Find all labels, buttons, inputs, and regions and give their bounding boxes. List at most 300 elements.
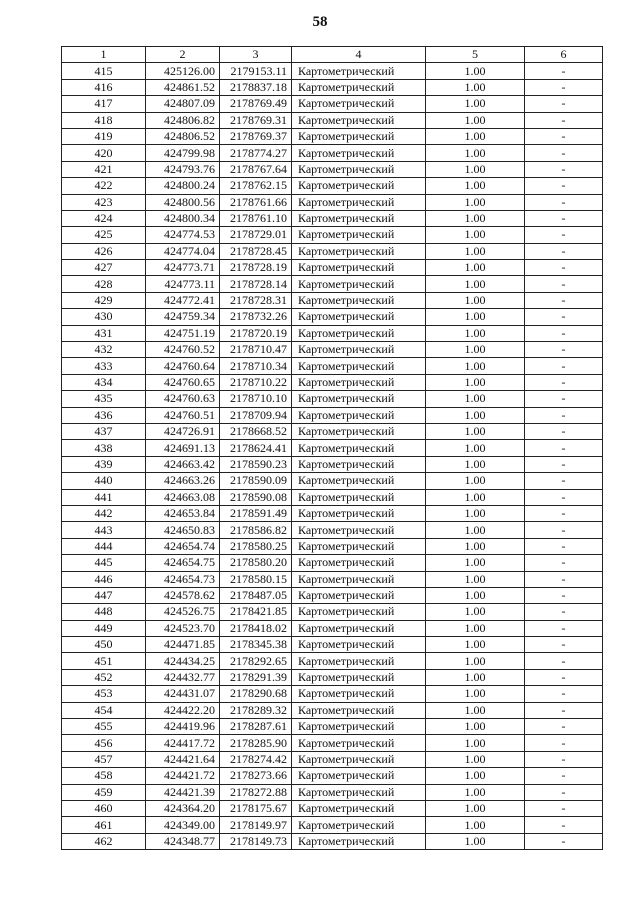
note-cell: - bbox=[525, 653, 603, 669]
point-number-cell: 444 bbox=[62, 538, 146, 554]
accuracy-cell: 1.00 bbox=[426, 751, 525, 767]
accuracy-cell: 1.00 bbox=[426, 423, 525, 439]
point-number-cell: 443 bbox=[62, 522, 146, 538]
accuracy-cell: 1.00 bbox=[426, 489, 525, 505]
x-coordinate-cell: 424773.11 bbox=[146, 276, 220, 292]
accuracy-cell: 1.00 bbox=[426, 604, 525, 620]
method-cell: Картометрический bbox=[292, 342, 426, 358]
point-number-cell: 448 bbox=[62, 604, 146, 620]
table-row bbox=[62, 489, 603, 505]
point-number-cell: 453 bbox=[62, 686, 146, 702]
table-row bbox=[62, 112, 603, 128]
x-coordinate-cell: 424800.56 bbox=[146, 194, 220, 210]
x-coordinate-cell: 424653.84 bbox=[146, 505, 220, 521]
point-number-cell: 442 bbox=[62, 505, 146, 521]
y-coordinate-cell: 2178710.47 bbox=[220, 342, 292, 358]
x-coordinate-cell: 424726.91 bbox=[146, 423, 220, 439]
x-coordinate-cell: 424760.51 bbox=[146, 407, 220, 423]
table-row bbox=[62, 96, 603, 112]
x-coordinate-cell: 424578.62 bbox=[146, 587, 220, 603]
note-cell: - bbox=[525, 620, 603, 636]
accuracy-cell: 1.00 bbox=[426, 587, 525, 603]
table-row bbox=[62, 686, 603, 702]
note-cell: - bbox=[525, 407, 603, 423]
table-row bbox=[62, 391, 603, 407]
y-coordinate-cell: 2178487.05 bbox=[220, 587, 292, 603]
column-header: 6 bbox=[525, 47, 603, 63]
x-coordinate-cell: 424751.19 bbox=[146, 325, 220, 341]
table-row bbox=[62, 292, 603, 308]
accuracy-cell: 1.00 bbox=[426, 784, 525, 800]
table-row bbox=[62, 374, 603, 390]
y-coordinate-cell: 2178287.61 bbox=[220, 719, 292, 735]
note-cell: - bbox=[525, 374, 603, 390]
accuracy-cell: 1.00 bbox=[426, 374, 525, 390]
x-coordinate-cell: 424348.77 bbox=[146, 833, 220, 849]
y-coordinate-cell: 2178590.23 bbox=[220, 456, 292, 472]
table-row bbox=[62, 555, 603, 571]
y-coordinate-cell: 2178774.27 bbox=[220, 145, 292, 161]
table-row bbox=[62, 505, 603, 521]
note-cell: - bbox=[525, 210, 603, 226]
table-row bbox=[62, 276, 603, 292]
page-number: 58 bbox=[312, 14, 328, 30]
table-row bbox=[62, 407, 603, 423]
method-cell: Картометрический bbox=[292, 751, 426, 767]
x-coordinate-cell: 424434.25 bbox=[146, 653, 220, 669]
y-coordinate-cell: 2178591.49 bbox=[220, 505, 292, 521]
accuracy-cell: 1.00 bbox=[426, 702, 525, 718]
method-cell: Картометрический bbox=[292, 456, 426, 472]
accuracy-cell: 1.00 bbox=[426, 145, 525, 161]
point-number-cell: 441 bbox=[62, 489, 146, 505]
accuracy-cell: 1.00 bbox=[426, 342, 525, 358]
accuracy-cell: 1.00 bbox=[426, 686, 525, 702]
table-row bbox=[62, 719, 603, 735]
accuracy-cell: 1.00 bbox=[426, 522, 525, 538]
point-number-cell: 427 bbox=[62, 260, 146, 276]
y-coordinate-cell: 2178732.26 bbox=[220, 309, 292, 325]
method-cell: Картометрический bbox=[292, 440, 426, 456]
note-cell: - bbox=[525, 473, 603, 489]
y-coordinate-cell: 2178729.01 bbox=[220, 227, 292, 243]
note-cell: - bbox=[525, 440, 603, 456]
method-cell: Картометрический bbox=[292, 276, 426, 292]
accuracy-cell: 1.00 bbox=[426, 309, 525, 325]
y-coordinate-cell: 2178769.31 bbox=[220, 112, 292, 128]
x-coordinate-cell: 424760.52 bbox=[146, 342, 220, 358]
method-cell: Картометрический bbox=[292, 96, 426, 112]
point-number-cell: 432 bbox=[62, 342, 146, 358]
x-coordinate-cell: 424364.20 bbox=[146, 800, 220, 816]
y-coordinate-cell: 2178274.42 bbox=[220, 751, 292, 767]
x-coordinate-cell: 424759.34 bbox=[146, 309, 220, 325]
method-cell: Картометрический bbox=[292, 817, 426, 833]
column-header: 3 bbox=[220, 47, 292, 63]
note-cell: - bbox=[525, 686, 603, 702]
point-number-cell: 431 bbox=[62, 325, 146, 341]
accuracy-cell: 1.00 bbox=[426, 653, 525, 669]
x-coordinate-cell: 424650.83 bbox=[146, 522, 220, 538]
accuracy-cell: 1.00 bbox=[426, 440, 525, 456]
table-row bbox=[62, 358, 603, 374]
method-cell: Картометрический bbox=[292, 489, 426, 505]
table-row bbox=[62, 751, 603, 767]
x-coordinate-cell: 424760.63 bbox=[146, 391, 220, 407]
accuracy-cell: 1.00 bbox=[426, 96, 525, 112]
point-number-cell: 461 bbox=[62, 817, 146, 833]
y-coordinate-cell: 2178720.19 bbox=[220, 325, 292, 341]
note-cell: - bbox=[525, 292, 603, 308]
coordinates-table bbox=[61, 46, 603, 850]
point-number-cell: 454 bbox=[62, 702, 146, 718]
note-cell: - bbox=[525, 423, 603, 439]
table-row bbox=[62, 833, 603, 849]
point-number-cell: 451 bbox=[62, 653, 146, 669]
accuracy-cell: 1.00 bbox=[426, 833, 525, 849]
table-row bbox=[62, 423, 603, 439]
table-row bbox=[62, 604, 603, 620]
note-cell: - bbox=[525, 587, 603, 603]
note-cell: - bbox=[525, 161, 603, 177]
note-cell: - bbox=[525, 309, 603, 325]
accuracy-cell: 1.00 bbox=[426, 637, 525, 653]
method-cell: Картометрический bbox=[292, 358, 426, 374]
x-coordinate-cell: 424663.42 bbox=[146, 456, 220, 472]
table-row bbox=[62, 637, 603, 653]
x-coordinate-cell: 424861.52 bbox=[146, 79, 220, 95]
note-cell: - bbox=[525, 702, 603, 718]
note-cell: - bbox=[525, 227, 603, 243]
method-cell: Картометрический bbox=[292, 145, 426, 161]
table-row bbox=[62, 440, 603, 456]
table-row bbox=[62, 784, 603, 800]
y-coordinate-cell: 2178421.85 bbox=[220, 604, 292, 620]
y-coordinate-cell: 2178418.02 bbox=[220, 620, 292, 636]
point-number-cell: 452 bbox=[62, 669, 146, 685]
point-number-cell: 434 bbox=[62, 374, 146, 390]
y-coordinate-cell: 2178728.31 bbox=[220, 292, 292, 308]
x-coordinate-cell: 424654.75 bbox=[146, 555, 220, 571]
y-coordinate-cell: 2178767.64 bbox=[220, 161, 292, 177]
accuracy-cell: 1.00 bbox=[426, 473, 525, 489]
x-coordinate-cell: 424774.04 bbox=[146, 243, 220, 259]
accuracy-cell: 1.00 bbox=[426, 260, 525, 276]
note-cell: - bbox=[525, 817, 603, 833]
x-coordinate-cell: 424654.74 bbox=[146, 538, 220, 554]
point-number-cell: 455 bbox=[62, 719, 146, 735]
method-cell: Картометрический bbox=[292, 243, 426, 259]
method-cell: Картометрический bbox=[292, 604, 426, 620]
point-number-cell: 433 bbox=[62, 358, 146, 374]
table-row bbox=[62, 702, 603, 718]
point-number-cell: 429 bbox=[62, 292, 146, 308]
point-number-cell: 447 bbox=[62, 587, 146, 603]
table-row bbox=[62, 620, 603, 636]
point-number-cell: 420 bbox=[62, 145, 146, 161]
x-coordinate-cell: 424773.71 bbox=[146, 260, 220, 276]
note-cell: - bbox=[525, 128, 603, 144]
column-header: 4 bbox=[292, 47, 426, 63]
method-cell: Картометрический bbox=[292, 292, 426, 308]
y-coordinate-cell: 2178624.41 bbox=[220, 440, 292, 456]
point-number-cell: 446 bbox=[62, 571, 146, 587]
point-number-cell: 423 bbox=[62, 194, 146, 210]
table-row bbox=[62, 128, 603, 144]
x-coordinate-cell: 424421.39 bbox=[146, 784, 220, 800]
accuracy-cell: 1.00 bbox=[426, 800, 525, 816]
table-row bbox=[62, 178, 603, 194]
x-coordinate-cell: 424774.53 bbox=[146, 227, 220, 243]
point-number-cell: 416 bbox=[62, 79, 146, 95]
table-row bbox=[62, 194, 603, 210]
table-row bbox=[62, 325, 603, 341]
column-header: 5 bbox=[426, 47, 525, 63]
note-cell: - bbox=[525, 751, 603, 767]
note-cell: - bbox=[525, 489, 603, 505]
table-row bbox=[62, 227, 603, 243]
accuracy-cell: 1.00 bbox=[426, 63, 525, 79]
method-cell: Картометрический bbox=[292, 309, 426, 325]
method-cell: Картометрический bbox=[292, 194, 426, 210]
y-coordinate-cell: 2178345.38 bbox=[220, 637, 292, 653]
point-number-cell: 419 bbox=[62, 128, 146, 144]
note-cell: - bbox=[525, 358, 603, 374]
y-coordinate-cell: 2178175.67 bbox=[220, 800, 292, 816]
x-coordinate-cell: 424799.98 bbox=[146, 145, 220, 161]
y-coordinate-cell: 2178769.49 bbox=[220, 96, 292, 112]
point-number-cell: 425 bbox=[62, 227, 146, 243]
point-number-cell: 438 bbox=[62, 440, 146, 456]
method-cell: Картометрический bbox=[292, 669, 426, 685]
accuracy-cell: 1.00 bbox=[426, 768, 525, 784]
x-coordinate-cell: 424421.72 bbox=[146, 768, 220, 784]
note-cell: - bbox=[525, 735, 603, 751]
note-cell: - bbox=[525, 63, 603, 79]
x-coordinate-cell: 424663.08 bbox=[146, 489, 220, 505]
table-row bbox=[62, 735, 603, 751]
x-coordinate-cell: 424431.07 bbox=[146, 686, 220, 702]
method-cell: Картометрический bbox=[292, 79, 426, 95]
point-number-cell: 459 bbox=[62, 784, 146, 800]
point-number-cell: 445 bbox=[62, 555, 146, 571]
note-cell: - bbox=[525, 669, 603, 685]
point-number-cell: 421 bbox=[62, 161, 146, 177]
note-cell: - bbox=[525, 719, 603, 735]
x-coordinate-cell: 424422.20 bbox=[146, 702, 220, 718]
accuracy-cell: 1.00 bbox=[426, 620, 525, 636]
point-number-cell: 457 bbox=[62, 751, 146, 767]
table-row bbox=[62, 800, 603, 816]
note-cell: - bbox=[525, 522, 603, 538]
x-coordinate-cell: 424471.85 bbox=[146, 637, 220, 653]
table-row bbox=[62, 210, 603, 226]
method-cell: Картометрический bbox=[292, 325, 426, 341]
note-cell: - bbox=[525, 768, 603, 784]
method-cell: Картометрический bbox=[292, 702, 426, 718]
method-cell: Картометрический bbox=[292, 784, 426, 800]
accuracy-cell: 1.00 bbox=[426, 128, 525, 144]
y-coordinate-cell: 2178837.18 bbox=[220, 79, 292, 95]
accuracy-cell: 1.00 bbox=[426, 817, 525, 833]
point-number-cell: 428 bbox=[62, 276, 146, 292]
method-cell: Картометрический bbox=[292, 522, 426, 538]
note-cell: - bbox=[525, 178, 603, 194]
x-coordinate-cell: 424432.77 bbox=[146, 669, 220, 685]
note-cell: - bbox=[525, 800, 603, 816]
table-row bbox=[62, 817, 603, 833]
table-row bbox=[62, 571, 603, 587]
y-coordinate-cell: 2178762.15 bbox=[220, 178, 292, 194]
method-cell: Картометрический bbox=[292, 505, 426, 521]
note-cell: - bbox=[525, 145, 603, 161]
accuracy-cell: 1.00 bbox=[426, 325, 525, 341]
y-coordinate-cell: 2178761.66 bbox=[220, 194, 292, 210]
y-coordinate-cell: 2178668.52 bbox=[220, 423, 292, 439]
method-cell: Картометрический bbox=[292, 686, 426, 702]
y-coordinate-cell: 2178710.34 bbox=[220, 358, 292, 374]
accuracy-cell: 1.00 bbox=[426, 79, 525, 95]
y-coordinate-cell: 2178728.14 bbox=[220, 276, 292, 292]
method-cell: Картометрический bbox=[292, 768, 426, 784]
note-cell: - bbox=[525, 555, 603, 571]
accuracy-cell: 1.00 bbox=[426, 456, 525, 472]
x-coordinate-cell: 424419.96 bbox=[146, 719, 220, 735]
y-coordinate-cell: 2178590.08 bbox=[220, 489, 292, 505]
method-cell: Картометрический bbox=[292, 63, 426, 79]
point-number-cell: 460 bbox=[62, 800, 146, 816]
note-cell: - bbox=[525, 194, 603, 210]
x-coordinate-cell: 424349.00 bbox=[146, 817, 220, 833]
note-cell: - bbox=[525, 276, 603, 292]
x-coordinate-cell: 424800.24 bbox=[146, 178, 220, 194]
x-coordinate-cell: 424526.75 bbox=[146, 604, 220, 620]
method-cell: Картометрический bbox=[292, 178, 426, 194]
table-row bbox=[62, 473, 603, 489]
note-cell: - bbox=[525, 637, 603, 653]
method-cell: Картометрический bbox=[292, 538, 426, 554]
method-cell: Картометрический bbox=[292, 161, 426, 177]
accuracy-cell: 1.00 bbox=[426, 719, 525, 735]
table-row bbox=[62, 522, 603, 538]
accuracy-cell: 1.00 bbox=[426, 555, 525, 571]
point-number-cell: 449 bbox=[62, 620, 146, 636]
y-coordinate-cell: 2178728.45 bbox=[220, 243, 292, 259]
accuracy-cell: 1.00 bbox=[426, 161, 525, 177]
table-row bbox=[62, 79, 603, 95]
method-cell: Картометрический bbox=[292, 555, 426, 571]
x-coordinate-cell: 424760.64 bbox=[146, 358, 220, 374]
table-row bbox=[62, 669, 603, 685]
note-cell: - bbox=[525, 391, 603, 407]
point-number-cell: 422 bbox=[62, 178, 146, 194]
method-cell: Картометрический bbox=[292, 112, 426, 128]
table-row bbox=[62, 260, 603, 276]
accuracy-cell: 1.00 bbox=[426, 227, 525, 243]
note-cell: - bbox=[525, 833, 603, 849]
y-coordinate-cell: 2178580.15 bbox=[220, 571, 292, 587]
table-row bbox=[62, 456, 603, 472]
method-cell: Картометрический bbox=[292, 719, 426, 735]
accuracy-cell: 1.00 bbox=[426, 538, 525, 554]
method-cell: Картометрический bbox=[292, 620, 426, 636]
x-coordinate-cell: 424523.70 bbox=[146, 620, 220, 636]
x-coordinate-cell: 424691.13 bbox=[146, 440, 220, 456]
point-number-cell: 415 bbox=[62, 63, 146, 79]
point-number-cell: 436 bbox=[62, 407, 146, 423]
method-cell: Картометрический bbox=[292, 571, 426, 587]
note-cell: - bbox=[525, 243, 603, 259]
note-cell: - bbox=[525, 604, 603, 620]
y-coordinate-cell: 2178289.32 bbox=[220, 702, 292, 718]
y-coordinate-cell: 2178761.10 bbox=[220, 210, 292, 226]
method-cell: Картометрический bbox=[292, 227, 426, 243]
note-cell: - bbox=[525, 342, 603, 358]
accuracy-cell: 1.00 bbox=[426, 276, 525, 292]
point-number-cell: 450 bbox=[62, 637, 146, 653]
method-cell: Картометрический bbox=[292, 374, 426, 390]
y-coordinate-cell: 2178285.90 bbox=[220, 735, 292, 751]
x-coordinate-cell: 424806.52 bbox=[146, 128, 220, 144]
table-body bbox=[62, 63, 603, 850]
method-cell: Картометрический bbox=[292, 407, 426, 423]
point-number-cell: 462 bbox=[62, 833, 146, 849]
y-coordinate-cell: 2178586.82 bbox=[220, 522, 292, 538]
note-cell: - bbox=[525, 456, 603, 472]
method-cell: Картометрический bbox=[292, 128, 426, 144]
y-coordinate-cell: 2178590.09 bbox=[220, 473, 292, 489]
method-cell: Картометрический bbox=[292, 653, 426, 669]
point-number-cell: 440 bbox=[62, 473, 146, 489]
x-coordinate-cell: 424654.73 bbox=[146, 571, 220, 587]
x-coordinate-cell: 424417.72 bbox=[146, 735, 220, 751]
note-cell: - bbox=[525, 505, 603, 521]
table-row bbox=[62, 145, 603, 161]
x-coordinate-cell: 424772.41 bbox=[146, 292, 220, 308]
accuracy-cell: 1.00 bbox=[426, 210, 525, 226]
accuracy-cell: 1.00 bbox=[426, 735, 525, 751]
method-cell: Картометрический bbox=[292, 423, 426, 439]
note-cell: - bbox=[525, 96, 603, 112]
x-coordinate-cell: 424807.09 bbox=[146, 96, 220, 112]
note-cell: - bbox=[525, 79, 603, 95]
y-coordinate-cell: 2178291.39 bbox=[220, 669, 292, 685]
y-coordinate-cell: 2178709.94 bbox=[220, 407, 292, 423]
accuracy-cell: 1.00 bbox=[426, 178, 525, 194]
point-number-cell: 417 bbox=[62, 96, 146, 112]
accuracy-cell: 1.00 bbox=[426, 669, 525, 685]
table-row bbox=[62, 309, 603, 325]
note-cell: - bbox=[525, 538, 603, 554]
x-coordinate-cell: 424421.64 bbox=[146, 751, 220, 767]
y-coordinate-cell: 2178580.25 bbox=[220, 538, 292, 554]
y-coordinate-cell: 2178149.97 bbox=[220, 817, 292, 833]
point-number-cell: 456 bbox=[62, 735, 146, 751]
point-number-cell: 418 bbox=[62, 112, 146, 128]
y-coordinate-cell: 2178769.37 bbox=[220, 128, 292, 144]
x-coordinate-cell: 424663.26 bbox=[146, 473, 220, 489]
accuracy-cell: 1.00 bbox=[426, 505, 525, 521]
table-row bbox=[62, 63, 603, 79]
accuracy-cell: 1.00 bbox=[426, 571, 525, 587]
note-cell: - bbox=[525, 784, 603, 800]
x-coordinate-cell: 425126.00 bbox=[146, 63, 220, 79]
accuracy-cell: 1.00 bbox=[426, 194, 525, 210]
method-cell: Картометрический bbox=[292, 587, 426, 603]
method-cell: Картометрический bbox=[292, 260, 426, 276]
x-coordinate-cell: 424800.34 bbox=[146, 210, 220, 226]
table-row bbox=[62, 538, 603, 554]
